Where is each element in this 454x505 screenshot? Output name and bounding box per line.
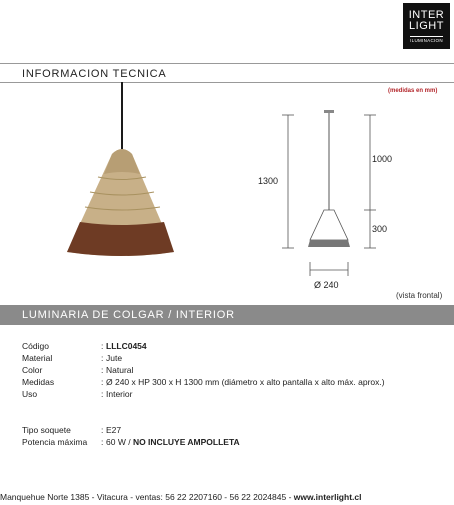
spec-label: Medidas [22,377,55,387]
spec-label: Uso [22,389,38,399]
spec-colon: : [101,353,104,363]
spec-label: Material [22,353,53,363]
dim-shade: 300 [372,224,388,234]
spec-value: E27 [106,425,122,435]
dimension-diagram [250,100,400,290]
spec-value-main: 60 W / [106,437,133,447]
view-note: (vista frontal) [396,291,443,300]
footer [0,492,454,502]
spec-colon: : [101,425,104,435]
spec-value: Jute [106,353,123,363]
footer-address: Manquehue Norte 1385 - Vitacura - ventas: 56 22 2207160 - 56 22 2024845 - [0,492,294,502]
footer-website-link[interactable]: www.interlight.cl [293,492,362,502]
shade-band [67,222,174,256]
spec-colon: : [101,341,104,351]
divider-top [0,63,454,64]
logo-line2: LIGHT [409,19,444,32]
section-title-technical: INFORMACION TECNICA [22,68,167,80]
spec-value [106,436,240,448]
spec-label: Código [22,341,49,351]
spec-colon: : [101,437,104,447]
brand-logo [403,3,450,49]
spec-value-bold: NO INCLUYE AMPOLLETA [132,437,240,447]
spec-value: LLLC0454 [106,341,147,351]
section-band [0,305,454,325]
units-note: (medidas en mm) [388,88,438,94]
section-title-product: LUMINARIA DE COLGAR / INTERIOR [22,309,235,321]
spec-label: Tipo soquete [22,425,71,435]
shade-top [104,149,140,174]
spec-value: Interior [106,389,133,399]
dim-diameter: Ø 240 [314,280,339,290]
logo-line1: INTER [408,8,445,21]
dim-height-total: 1300 [258,176,279,186]
logo-line3: ILUMINACION [410,37,443,43]
product-photo [50,82,190,282]
spec-label: Potencia máxima [22,437,88,447]
spec-colon: : [101,365,104,375]
dim-cable: 1000 [372,154,393,164]
spec-colon: : [101,377,104,387]
spec-value: Ø 240 x HP 300 x H 1300 mm (diámetro x alto pantalla x alto máx. aprox.) [106,377,385,387]
spec-label: Color [22,365,43,375]
spec-value: Natural [106,365,134,375]
spec-colon: : [101,389,104,399]
